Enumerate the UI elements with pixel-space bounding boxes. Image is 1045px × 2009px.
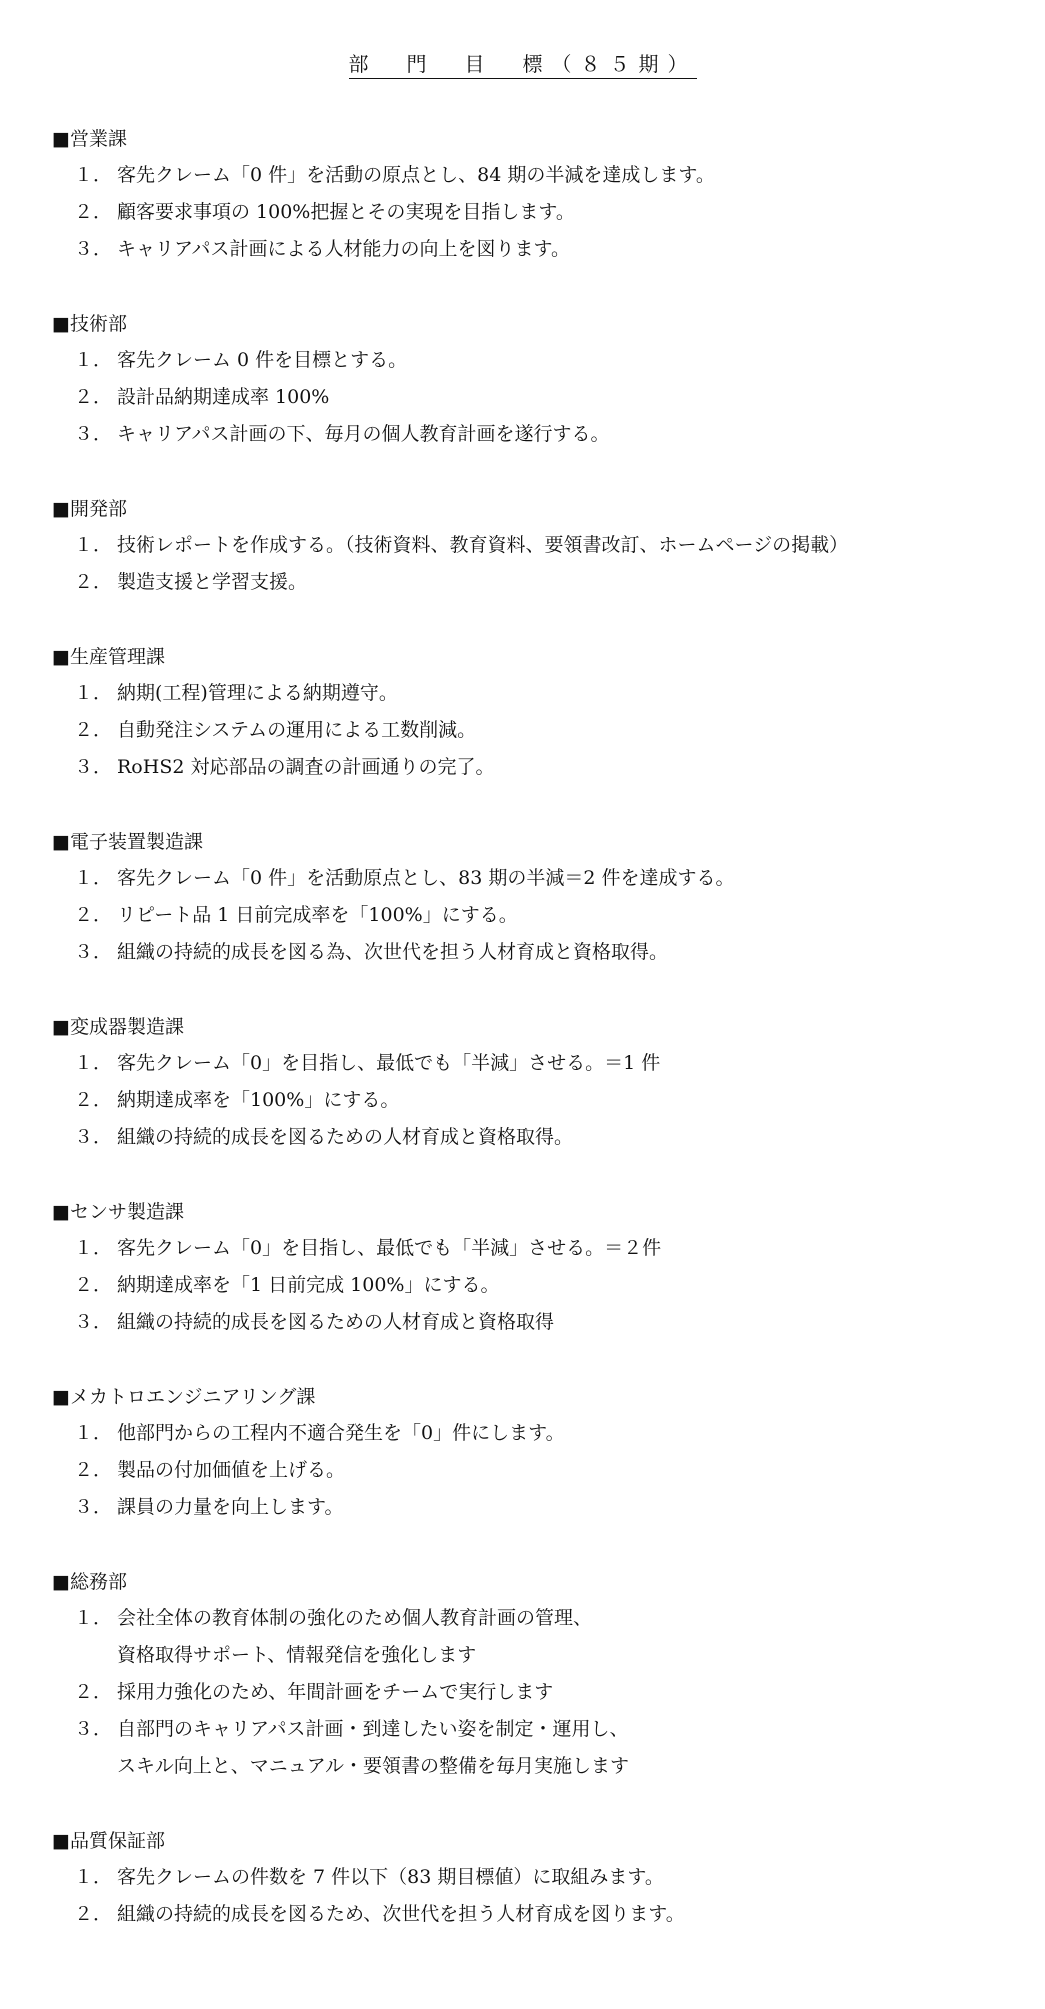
department-section	[52, 490, 1012, 601]
goal-text: 資格取得サポート、情報発信を強化します	[117, 1644, 477, 1666]
goal-number: １．	[74, 164, 113, 186]
goal-text: キャリアパス計画の下、毎月の個人教育計画を遂行する。	[117, 423, 610, 445]
goal-item	[52, 1119, 1012, 1156]
department-section	[52, 638, 1012, 786]
goal-number: １．	[74, 867, 113, 889]
goal-item	[52, 749, 1012, 786]
goal-text: 組織の持続的成長を図るための人材育成と資格取得。	[117, 1126, 574, 1148]
department-section	[52, 1563, 1012, 1785]
goal-item	[52, 1082, 1012, 1119]
goal-item	[52, 157, 1012, 194]
goal-text: 納期達成率を「100%」にする。	[117, 1089, 400, 1111]
goal-item	[52, 897, 1012, 934]
goal-text: 納期達成率を「1 日前完成 100%」にする。	[117, 1274, 500, 1296]
goal-text: 自動発注システムの運用による工数削減。	[117, 719, 477, 741]
goal-number: １．	[74, 1866, 113, 1888]
goal-number: ３．	[74, 423, 113, 445]
goal-item	[52, 1452, 1012, 1489]
goal-number: １．	[74, 1237, 113, 1259]
goals-list	[52, 120, 1012, 1970]
goal-text: RoHS2 対応部品の調査の計画通りの完了。	[117, 756, 495, 778]
goal-number: ２．	[74, 1274, 113, 1296]
goal-number: １．	[74, 1052, 113, 1074]
goal-number: １．	[74, 349, 113, 371]
department-section	[52, 1822, 1012, 1933]
goal-number: ２．	[74, 1903, 113, 1925]
goal-number: １．	[74, 682, 113, 704]
goal-text: 客先クレーム「0」を目指し、最低でも「半減」させる。＝２件	[117, 1237, 662, 1259]
goal-number: ２．	[74, 1681, 113, 1703]
goal-item	[52, 860, 1012, 897]
goal-text: 製品の付加価値を上げる。	[117, 1459, 346, 1481]
goal-item	[52, 564, 1012, 601]
goal-number: ３．	[74, 1126, 113, 1148]
goal-number: ３．	[74, 1496, 113, 1518]
goal-text: リピート品 1 日前完成率を「100%」にする。	[117, 904, 518, 926]
goal-number: ２．	[74, 1089, 113, 1111]
goal-item	[52, 934, 1012, 971]
department-section	[52, 1193, 1012, 1341]
goal-number: ２．	[74, 571, 113, 593]
goal-text: 自部門のキャリアパス計画・到達したい姿を制定・運用し、	[117, 1718, 629, 1740]
goal-text: 組織の持続的成長を図る為、次世代を担う人材育成と資格取得。	[117, 941, 669, 963]
department-section	[52, 305, 1012, 453]
goal-number: ３．	[74, 1311, 113, 1333]
goal-text: 顧客要求事項の 100%把握とその実現を目指します。	[117, 201, 575, 223]
goal-item	[52, 416, 1012, 453]
goal-item	[52, 1896, 1012, 1933]
goal-number: ２．	[74, 904, 113, 926]
goal-number: １．	[74, 1607, 113, 1629]
goal-text: 客先クレーム 0 件を目標とする。	[117, 349, 408, 371]
department-heading: ■技術部	[52, 313, 127, 335]
goal-text: 納期(工程)管理による納期遵守。	[117, 682, 398, 704]
department-heading: ■メカトロエンジニアリング課	[52, 1386, 316, 1408]
goal-text: 他部門からの工程内不適合発生を「0」件にします。	[117, 1422, 565, 1444]
goal-text: 客先クレーム「0」を目指し、最低でも「半減」させる。＝1 件	[117, 1052, 661, 1074]
goal-item	[52, 231, 1012, 268]
goal-number: １．	[74, 1422, 113, 1444]
goal-text: 課員の力量を向上します。	[117, 1496, 344, 1518]
goal-text: スキル向上と、マニュアル・要領書の整備を毎月実施します	[117, 1755, 630, 1777]
goal-item	[52, 342, 1012, 379]
department-section	[52, 120, 1012, 268]
goal-item	[52, 1415, 1012, 1452]
goal-item	[52, 1711, 1012, 1785]
goal-text: 客先クレーム「0 件」を活動の原点とし、84 期の半減を達成します。	[117, 164, 715, 186]
goal-number: １．	[74, 534, 113, 556]
goal-number: ２．	[74, 719, 113, 741]
department-section	[52, 823, 1012, 971]
goal-number: ２．	[74, 1459, 113, 1481]
goal-text: 設計品納期達成率 100%	[117, 386, 330, 408]
department-section	[52, 1008, 1012, 1156]
goal-item	[52, 1304, 1012, 1341]
goal-item	[52, 379, 1012, 416]
goal-item	[52, 1045, 1012, 1082]
department-heading: ■開発部	[52, 498, 127, 520]
goal-item	[52, 1489, 1012, 1526]
goal-text: キャリアパス計画による人材能力の向上を図ります。	[117, 238, 570, 260]
department-heading: ■品質保証部	[52, 1830, 165, 1852]
goal-text: 組織の持続的成長を図るための人材育成と資格取得	[117, 1311, 555, 1333]
document-title	[0, 48, 1045, 77]
goal-item	[52, 1230, 1012, 1267]
goal-number: ３．	[74, 238, 113, 260]
goal-item	[52, 1600, 1012, 1674]
goal-item	[52, 1859, 1012, 1896]
goal-item	[52, 1267, 1012, 1304]
goal-number: ３．	[74, 756, 113, 778]
goal-text: 製造支援と学習支援。	[117, 571, 308, 593]
goal-item	[52, 712, 1012, 749]
goal-item	[52, 1674, 1012, 1711]
goal-text: 組織の持続的成長を図るため、次世代を担う人材育成を図ります。	[117, 1903, 685, 1925]
goal-item	[52, 194, 1012, 231]
department-heading: ■生産管理課	[52, 646, 165, 668]
goal-text: 技術レポートを作成する。（技術資料、教育資料、要領書改訂、ホームページの掲載）	[117, 534, 849, 556]
goal-text: 会社全体の教育体制の強化のため個人教育計画の管理、	[117, 1607, 593, 1629]
department-heading: ■電子装置製造課	[52, 831, 203, 853]
department-heading: ■営業課	[52, 128, 127, 150]
goal-text: 客先クレーム「0 件」を活動原点とし、83 期の半減＝2 件を達成する。	[117, 867, 735, 889]
goal-text: 採用力強化のため、年間計画をチームで実行します	[117, 1681, 554, 1703]
document-title-text: 部 門 目 標（８５期）	[349, 52, 697, 79]
goal-text: 客先クレームの件数を 7 件以下（83 期目標値）に取組みます。	[117, 1866, 664, 1888]
goal-number: ２．	[74, 201, 113, 223]
goal-number: ３．	[74, 941, 113, 963]
goal-number: ３．	[74, 1718, 113, 1740]
goal-number: ２．	[74, 386, 113, 408]
department-section	[52, 1378, 1012, 1526]
goal-item	[52, 527, 1012, 564]
department-heading: ■センサ製造課	[52, 1201, 184, 1223]
department-heading: ■総務部	[52, 1571, 127, 1593]
goal-item	[52, 675, 1012, 712]
department-heading: ■変成器製造課	[52, 1016, 184, 1038]
